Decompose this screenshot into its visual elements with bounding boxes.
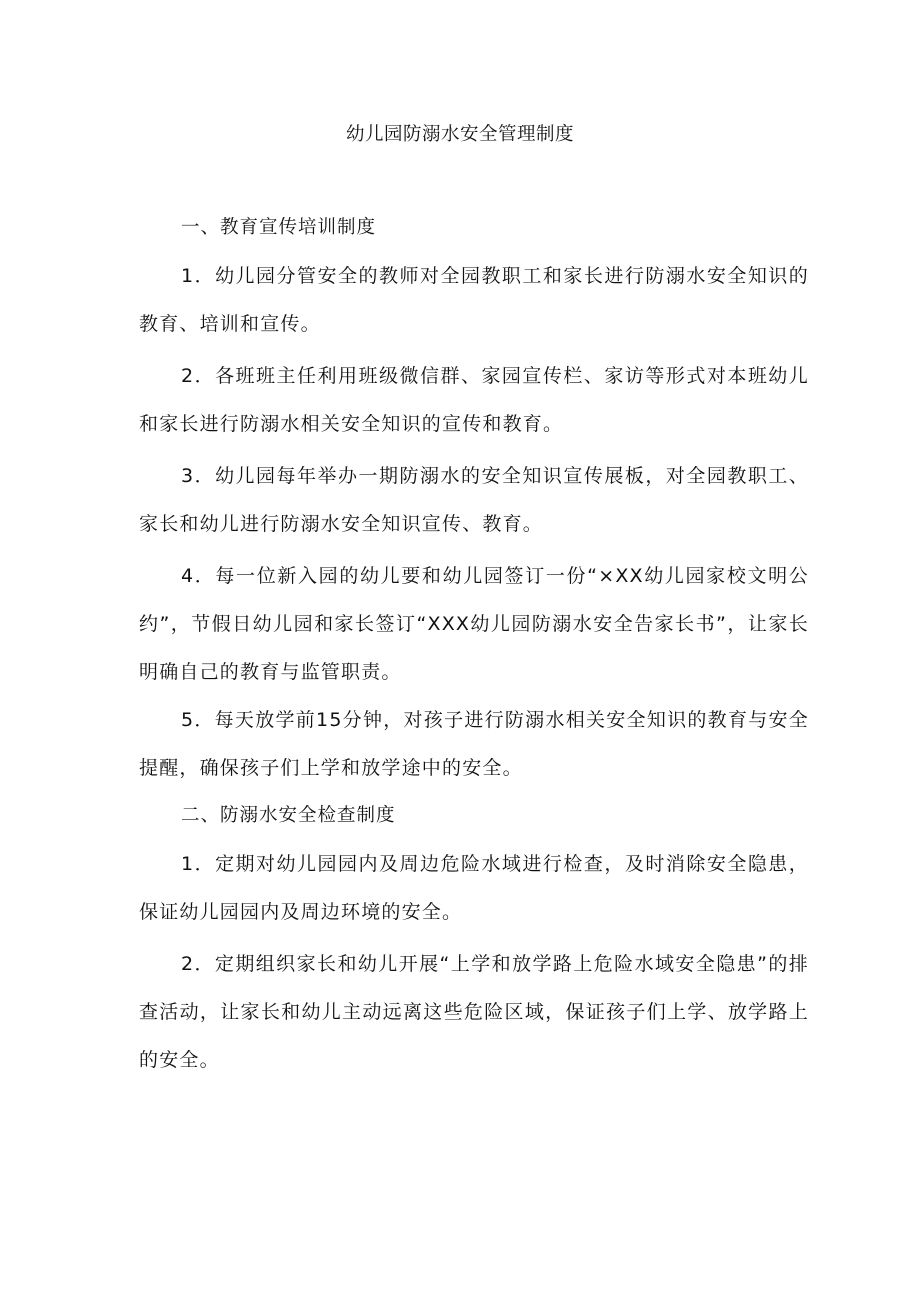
section-1-item-5: 5．每天放学前15分钟，对孩子进行防溺水相关安全知识的教育与安全提醒，确保孩子们上学和放学途中的安全。 (139, 709, 809, 779)
section-2-item-1: 1．定期对幼儿园园内及周边危险水域进行检查，及时消除安全隐患，保证幼儿园园内及周边环境的安全。 (139, 853, 809, 923)
section-1-item-4: 4．每一位新入园的幼儿要和幼儿园签订一份“×XX幼儿园家校文明公约”，节假日幼儿园和家长签订“XXX幼儿园防溺水安全告家长书”，让家长明确自己的教育与监管职责。 (139, 565, 809, 683)
section-2-item-2: 2．定期组织家长和幼儿开展“上学和放学路上危险水域安全隐患”的排查活动，让家长和幼儿主动远离这些危险区域，保证孩子们上学、放学路上的安全。 (139, 953, 809, 1071)
section-1-item-2: 2．各班班主任利用班级微信群、家园宣传栏、家访等形式对本班幼儿和家长进行防溺水相关安全知识的宣传和教育。 (139, 365, 809, 435)
document-title: 幼儿园防溺水安全管理制度 (345, 124, 574, 145)
section-1-item-1: 1．幼儿园分管安全的教师对全园教职工和家长进行防溺水安全知识的教育、培训和宣传。 (139, 265, 809, 335)
section-1-item-3: 3．幼儿园每年举办一期防溺水的安全知识宣传展板，对全园教职工、家长和幼儿进行防溺水安全知识宣传、教育。 (139, 465, 809, 535)
section-heading-education: 一、教育宣传培训制度 (181, 217, 377, 238)
section-heading-inspection: 二、防溺水安全检查制度 (181, 805, 396, 826)
